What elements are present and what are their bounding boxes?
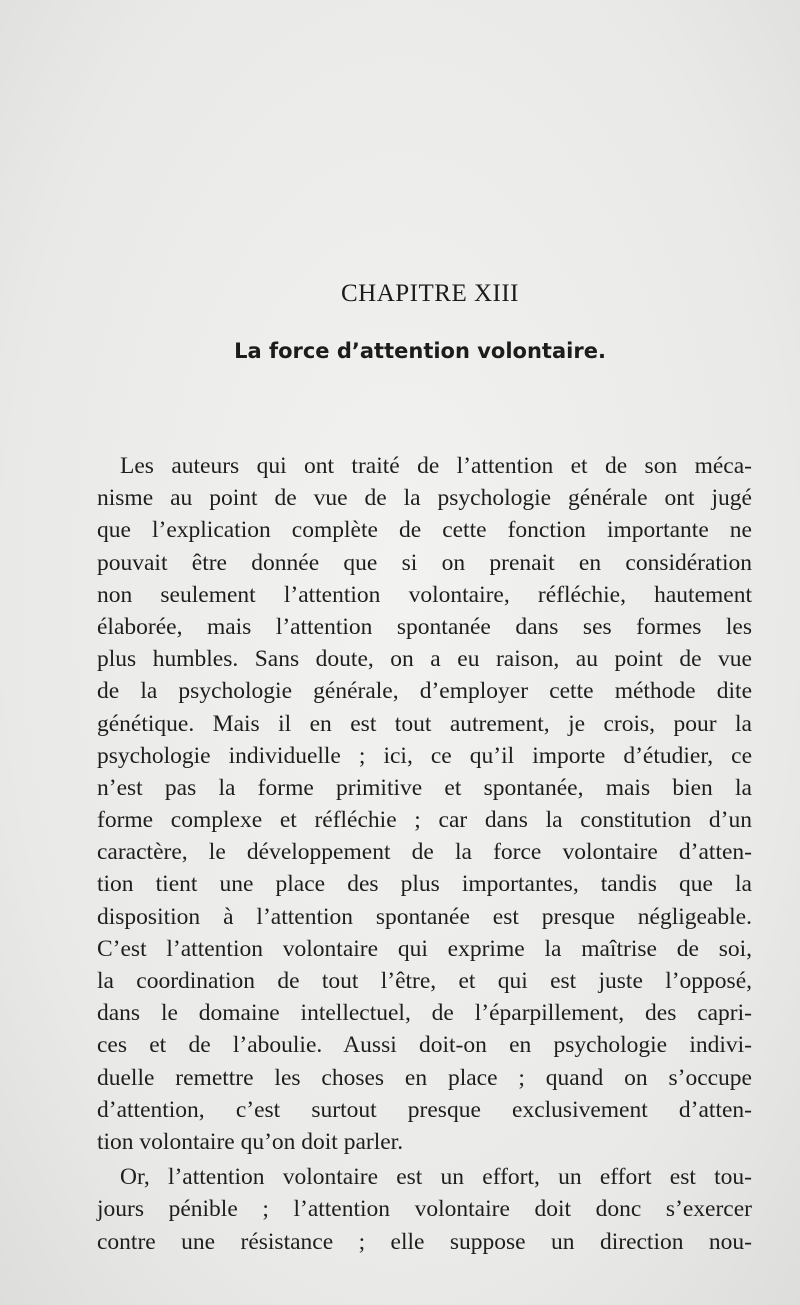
text-line: contre une résistance ; elle suppose un direction nou- [97,1228,752,1255]
text-line: Les auteurs qui ont traité de l’attention et de son méca- [120,453,752,479]
text-line: dans le domaine intellectuel, de l’éparpillement, des capri- [97,1000,752,1027]
text-line: non seulement l’attention volontaire, réfléchie, hautement [97,581,752,608]
text-line: Or, l’attention volontaire est un effort, un effort est tou- [120,1164,752,1191]
chapter-number: CHAPITRE XIII [340,280,519,307]
text-line: duelle remettre les choses en place ; quand on s’occupe [97,1064,752,1091]
text-line: la coordination de tout l’être, et qui est juste l’opposé, [97,968,752,994]
text-line: ces et de l’aboulie. Aussi doit-on en psychologie indivi- [97,1032,752,1059]
text-line: pouvait être donnée que si on prenait en considération [97,549,752,576]
text-line: jours pénible ; l’attention volontaire doit donc s’exercer [97,1196,752,1223]
body-text [97,450,752,1258]
text-line: tion volontaire qu’on doit parler. [97,1128,404,1155]
chapter-title: La force d’attention volontaire. [234,339,606,363]
text-line: d’attention, c’est surtout presque exclusivement d’atten- [97,1096,752,1123]
text-line: génétique. Mais il en est tout autrement, je crois, pour la [97,710,752,737]
paragraph-2 [97,1161,752,1258]
text-line: C’est l’attention volontaire qui exprime la maîtrise de soi, [97,935,752,962]
text-line: caractère, le développement de la force volontaire d’atten- [97,839,752,866]
text-line: psychologie individuelle ; ici, ce qu’il importe d’étudier, ce [97,742,752,769]
text-line: de la psychologie générale, d’employer cette méthode dite [97,678,752,705]
text-line: nisme au point de vue de la psychologie générale ont jugé [97,485,752,512]
text-line: élaborée, mais l’attention spontanée dans ses formes les [97,613,752,640]
text-line: plus humbles. Sans doute, on a eu raison, au point de vue [97,646,752,673]
text-line: forme complexe et réfléchie ; car dans la constitution d’un [97,807,752,834]
text-line: disposition à l’attention spontanée est presque négligeable. [97,903,752,930]
paragraph-1 [97,450,752,1158]
text-line: n’est pas la forme primitive et spontanée, mais bien la [97,774,752,801]
text-line: que l’explication complète de cette fonction importante ne [97,517,752,544]
text-line: tion tient une place des plus importantes, tandis que la [97,871,752,898]
